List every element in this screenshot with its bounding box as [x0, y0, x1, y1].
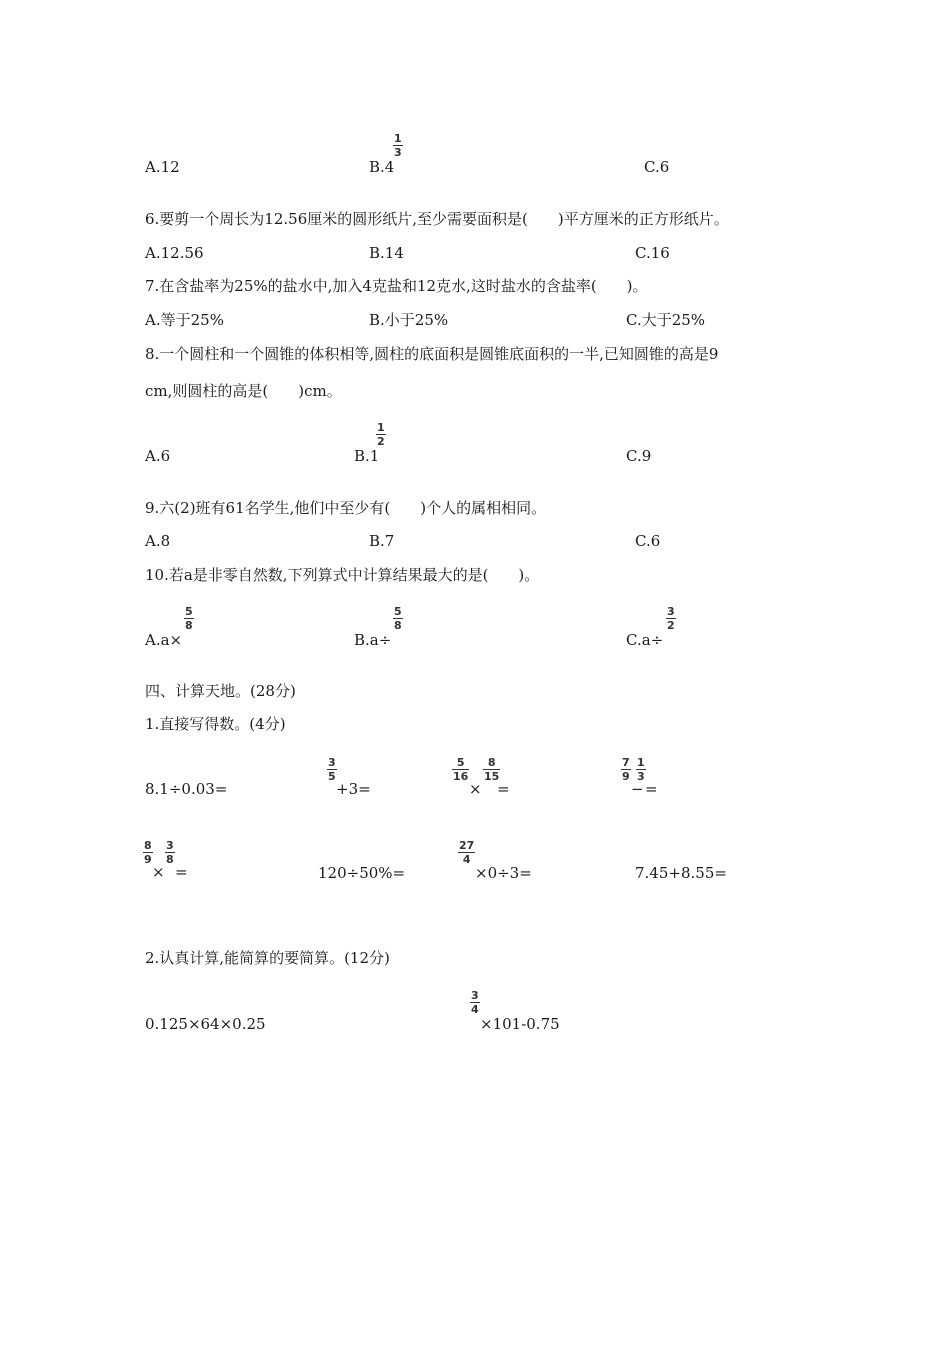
q10-option-b: B.a÷ — [354, 631, 392, 649]
q10-option-a: A.a× — [145, 631, 183, 649]
fraction-numerator: 5 — [394, 605, 402, 618]
q6-option-c: C.16 — [635, 244, 670, 262]
fraction-denominator: 2 — [667, 619, 675, 632]
calc-expr-3-operator: × — [469, 780, 482, 798]
calc-expr-3-fraction-1 — [452, 757, 469, 782]
fraction-denominator: 3 — [637, 770, 645, 783]
fraction-numerator: 8 — [487, 756, 496, 769]
q8-option-b-fraction — [376, 422, 386, 447]
calc-expr-4-tail: = — [645, 780, 658, 798]
calc-expr-7-fraction — [458, 840, 475, 865]
q8-option-c: C.9 — [626, 447, 652, 465]
calc-expr-1: 8.1÷0.03= — [145, 780, 228, 798]
calc-expr-7-tail: ×0÷3= — [475, 864, 532, 882]
q9-option-a: A.8 — [145, 532, 171, 550]
fraction-denominator: 4 — [471, 1003, 479, 1016]
q5-option-a-label: A. — [145, 158, 161, 176]
q10-option-a-fraction — [184, 606, 194, 631]
q10-option-c-fraction — [666, 606, 676, 631]
fraction-numerator: 5 — [185, 605, 193, 618]
q9-option-c: C.6 — [635, 532, 661, 550]
q5-option-c-value: 6 — [659, 158, 670, 176]
calc-expr-4-operator: − — [631, 780, 644, 798]
fraction-numerator: 7 — [622, 756, 630, 769]
calc-expr-3-fraction-2 — [483, 757, 500, 782]
q10-option-c: C.a÷ — [626, 631, 664, 649]
fraction-denominator: 9 — [622, 770, 630, 783]
q6-option-b: B.14 — [369, 244, 404, 262]
q7-stem: 7.在含盐率为25%的盐水中,加入4克盐和12克水,这时盐水的含盐率( )。 — [145, 277, 648, 295]
fraction-numerator: 27 — [459, 839, 475, 852]
q8-option-b — [354, 447, 379, 465]
fraction-denominator: 4 — [462, 853, 471, 866]
fraction-denominator: 15 — [484, 770, 500, 783]
fraction-numerator: 3 — [667, 605, 675, 618]
fraction-numerator: 3 — [328, 756, 336, 769]
q7-option-c: C.大于25% — [626, 311, 706, 329]
q5-option-c-label: C. — [644, 158, 660, 176]
q6-stem: 6.要剪一个周长为12.56厘米的圆形纸片,至少需要面积是( )平方厘米的正方形纸片。 — [145, 210, 729, 228]
fraction-denominator: 5 — [328, 770, 336, 783]
fraction-denominator: 8 — [166, 853, 174, 866]
calc2-expr-2-fraction — [470, 990, 480, 1015]
section-4-part2-title: 2.认真计算,能简算的要简算。(12分) — [145, 949, 390, 967]
calc-expr-5-fraction-2 — [165, 840, 175, 865]
q5-option-b — [369, 158, 394, 176]
q5-option-b-fraction — [393, 133, 403, 158]
q10-stem: 10.若a是非零自然数,下列算式中计算结果最大的是( )。 — [145, 566, 540, 584]
calc-expr-5-operator: × — [152, 863, 165, 881]
fraction-numerator: 1 — [394, 132, 402, 145]
q8-option-a: A.6 — [145, 447, 171, 465]
calc-expr-6: 120÷50%= — [318, 864, 406, 882]
fraction-denominator: 8 — [185, 619, 193, 632]
q9-option-b: B.7 — [369, 532, 395, 550]
q6-option-a: A.12.56 — [145, 244, 204, 262]
fraction-denominator: 2 — [377, 435, 385, 448]
section-4-title: 四、计算天地。(28分) — [145, 682, 296, 700]
q5-option-b-label: B. — [369, 158, 385, 176]
q10-option-b-fraction — [393, 606, 403, 631]
calc-expr-4-fraction-1 — [621, 757, 631, 782]
calc-expr-8: 7.45+8.55= — [635, 864, 727, 882]
fraction-numerator: 1 — [377, 421, 385, 434]
calc-expr-2-tail: +3= — [336, 780, 371, 798]
section-4-part1-title: 1.直接写得数。(4分) — [145, 715, 286, 733]
fraction-numerator: 3 — [471, 989, 479, 1002]
calc-expr-4-fraction-2 — [636, 757, 646, 782]
fraction-denominator: 9 — [144, 853, 152, 866]
q8-stem-line2: cm,则圆柱的高是( )cm。 — [145, 382, 342, 400]
q5-option-c — [644, 158, 669, 176]
q9-stem: 9.六(2)班有61名学生,他们中至少有( )个人的属相相同。 — [145, 499, 547, 517]
fraction-numerator: 5 — [456, 756, 465, 769]
calc-expr-3-tail: = — [497, 780, 510, 798]
fraction-numerator: 1 — [637, 756, 645, 769]
fraction-denominator: 3 — [394, 146, 402, 159]
calc-expr-2-fraction — [327, 757, 337, 782]
q8-stem-line1: 8.一个圆柱和一个圆锥的体积相等,圆柱的底面积是圆锥底面积的一半,已知圆锥的高是9 — [145, 345, 719, 363]
q5-option-a-value: 12 — [160, 158, 180, 176]
q8-option-b-label: B. — [354, 447, 370, 465]
fraction-numerator: 8 — [144, 839, 152, 852]
q8-option-b-whole: 1 — [369, 447, 380, 465]
calc-expr-5-tail: = — [175, 863, 188, 881]
fraction-numerator: 3 — [166, 839, 174, 852]
q7-option-b: B.小于25% — [369, 311, 449, 329]
fraction-denominator: 16 — [453, 770, 469, 783]
q5-option-b-whole: 4 — [384, 158, 395, 176]
q7-option-a: A.等于25% — [145, 311, 224, 329]
calc2-expr-2-tail: ×101-0.75 — [480, 1015, 560, 1033]
calc2-expr-1: 0.125×64×0.25 — [145, 1015, 266, 1033]
q5-option-a — [145, 158, 180, 176]
fraction-denominator: 8 — [394, 619, 402, 632]
calc-expr-5-fraction-1 — [143, 840, 153, 865]
